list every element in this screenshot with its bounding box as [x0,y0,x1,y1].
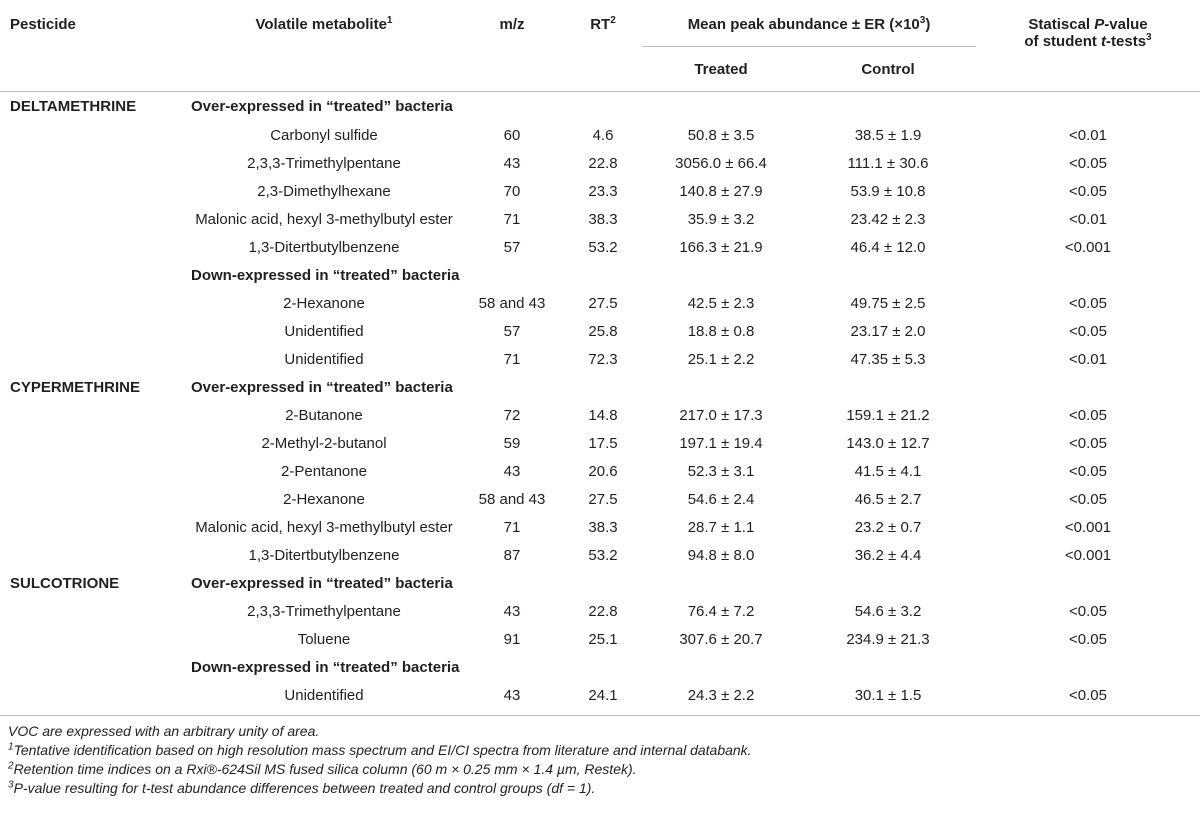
empty-cell [0,345,188,373]
empty-cell [0,681,188,709]
control-cell: 30.1 ± 1.5 [854,686,922,704]
control-cell: 23.17 ± 2.0 [850,322,926,340]
table-row [0,541,1200,569]
table-row [0,597,1200,625]
footnote-marker: 1 [8,741,14,753]
header-control: Control [861,60,915,78]
treated-cell: 25.1 ± 2.2 [687,350,755,368]
metabolite-cell: 2-Methyl-2-butanol [261,434,387,452]
table-row [0,485,1200,513]
empty-cell [0,289,188,317]
footnote-text: P-value resulting for t-test abundance differences between treated and control groups (df = 1). [13,780,596,796]
section-row [0,569,1200,597]
metabolite-cell: Unidentified [284,322,364,340]
rt-cell: 27.5 [588,294,618,312]
mz-cell: 91 [503,630,521,648]
pvalue-cell: <0.001 [1064,518,1112,536]
mz-cell: 43 [503,154,521,172]
treated-cell: 76.4 ± 7.2 [687,602,755,620]
treated-cell: 166.3 ± 21.9 [679,238,763,256]
table-row [0,289,1200,317]
control-cell: 41.5 ± 4.1 [854,462,922,480]
control-cell: 38.5 ± 1.9 [854,126,922,144]
table-row [0,177,1200,205]
table-row [0,205,1200,233]
metabolite-cell: 2-Butanone [285,406,363,424]
empty-cell [0,597,188,625]
empty-cell [0,541,188,569]
pvalue-cell: <0.05 [1069,182,1107,200]
rt-cell: 25.8 [588,322,618,340]
footnote [8,779,1200,798]
metabolite-cell: 2-Pentanone [281,462,367,480]
header-pvalue: Statiscal P-value of student t-tests$^3$ [1024,16,1152,50]
rt-cell: 25.1 [588,630,618,648]
control-cell: 23.2 ± 0.7 [854,518,922,536]
pvalue-cell: <0.05 [1069,602,1107,620]
mz-cell: 71 [503,518,521,536]
treated-cell: 307.6 ± 20.7 [679,630,763,648]
table-row [0,233,1200,261]
mz-cell: 71 [503,350,521,368]
metabolite-cell: Toluene [297,630,351,648]
mz-cell: 71 [503,210,521,228]
pesticide-name: CYPERMETHRINE [10,378,141,396]
pvalue-cell: <0.05 [1069,630,1107,648]
empty-cell [0,625,188,653]
section-label: Over-expressed in “treated” bacteria [191,98,453,115]
rt-cell: 23.3 [588,182,618,200]
mz-cell: 43 [503,686,521,704]
table-row [0,457,1200,485]
control-cell: 36.2 ± 4.4 [854,546,922,564]
table-footnotes [0,716,1200,798]
mz-cell: 70 [503,182,521,200]
control-cell: 46.4 ± 12.0 [850,238,926,256]
mz-cell: 58 and 43 [478,490,546,508]
empty-cell [0,205,188,233]
pvalue-cell: <0.01 [1069,350,1107,368]
rt-cell: 38.3 [588,518,618,536]
pvalue-cell: <0.05 [1069,462,1107,480]
mz-cell: 60 [503,126,521,144]
empty-cell [0,233,188,261]
metabolite-cell: 2-Hexanone [283,490,365,508]
pvalue-cell: <0.05 [1069,294,1107,312]
pesticide-name [0,653,188,681]
footnote-text: Retention time indices on a Rxi®-624Sil MS fused silica column (60 m × 0.25 mm × 1.4 µm, Restek). [13,761,637,777]
mz-cell: 57 [503,322,521,340]
control-cell: 23.42 ± 2.3 [850,210,926,228]
footnote-text: VOC are expressed with an arbitrary unity of area. [8,723,320,739]
section-label: Over-expressed in “treated” bacteria [191,574,453,592]
metabolite-cell: Malonic acid, hexyl 3-methylbutyl ester [195,210,453,228]
empty-cell [0,121,188,149]
pvalue-cell: <0.05 [1069,322,1107,340]
control-cell: 47.35 ± 5.3 [850,350,926,368]
treated-cell: 3056.0 ± 66.4 [675,154,767,172]
table-row [0,429,1200,457]
rt-cell: 38.3 [588,210,618,228]
control-cell: 53.9 ± 10.8 [850,182,926,200]
empty-cell [0,401,188,429]
metabolite-cell: 1,3-Ditertbutylbenzene [248,238,400,256]
table-row [0,625,1200,653]
treated-cell: 35.9 ± 3.2 [687,210,755,228]
mz-cell: 72 [503,406,521,424]
treated-cell: 140.8 ± 27.9 [679,182,763,200]
metabolite-cell: Malonic acid, hexyl 3-methylbutyl ester [195,518,453,536]
header-abundance: Mean peak abundance ± ER $(\times 10^3)$ [642,0,976,47]
section-row [0,261,1200,289]
control-cell: 54.6 ± 3.2 [854,602,922,620]
empty-cell [0,317,188,345]
control-cell: 111.1 ± 30.6 [847,154,929,172]
empty-cell [0,429,188,457]
header-mz: m/z [499,16,525,33]
pvalue-cell: <0.001 [1064,546,1112,564]
treated-cell: 94.8 ± 8.0 [687,546,755,564]
pesticide-name [0,261,188,289]
metabolite-cell: Carbonyl sulfide [270,126,378,144]
rt-cell: 4.6 [592,126,614,144]
section-label: Down-expressed in “treated” bacteria [191,658,460,676]
treated-cell: 52.3 ± 3.1 [687,462,755,480]
empty-cell [0,149,188,177]
footnote [8,741,1200,760]
metabolite-cell: Unidentified [284,686,364,704]
pesticide-name: DELTAMETHRINE [10,98,137,115]
control-cell: 143.0 ± 12.7 [846,434,930,452]
pvalue-cell: <0.05 [1069,434,1107,452]
table-body [0,92,1200,710]
mz-cell: 58 and 43 [478,294,546,312]
footnote-text: Tentative identification based on high resolution mass spectrum and EI/CI spectra from literature and internal databank. [13,742,752,758]
treated-cell: 54.6 ± 2.4 [687,490,755,508]
table-row [0,345,1200,373]
empty-cell [0,485,188,513]
footnote-marker: 2 [8,760,14,772]
metabolite-cell: 2,3,3-Trimethylpentane [247,154,401,172]
empty-cell [0,513,188,541]
pvalue-cell: <0.01 [1069,210,1107,228]
empty-cell [0,177,188,205]
table-row [0,401,1200,429]
table-row [0,149,1200,177]
treated-cell: 24.3 ± 2.2 [687,686,755,704]
pesticide-name: SULCOTRIONE [10,574,120,592]
pvalue-cell: <0.05 [1069,154,1107,172]
section-label: Over-expressed in “treated” bacteria [191,378,453,396]
mz-cell: 43 [503,602,521,620]
treated-cell: 217.0 ± 17.3 [679,406,763,424]
table-row [0,317,1200,345]
rt-cell: 17.5 [588,434,618,452]
section-row [0,653,1200,681]
metabolite-cell: Unidentified [284,350,364,368]
metabolite-cell: 1,3-Ditertbutylbenzene [248,546,400,564]
metabolite-cell: 2,3,3-Trimethylpentane [247,602,401,620]
table-row [0,121,1200,149]
rt-cell: 22.8 [588,154,618,172]
rt-cell: 53.2 [588,238,618,256]
treated-cell: 42.5 ± 2.3 [687,294,755,312]
rt-cell: 20.6 [588,462,618,480]
table-row [0,681,1200,709]
pvalue-cell: <0.05 [1069,406,1107,424]
table-header [0,0,1200,92]
pvalue-cell: <0.001 [1064,238,1112,256]
section-label: Down-expressed in “treated” bacteria [191,266,460,284]
header-metabolite: Volatile metabolite$^1$ [255,15,393,33]
footnote-marker: 3 [8,779,14,791]
header-rt: $RT^2$ [590,15,616,33]
treated-cell: 50.8 ± 3.5 [687,126,755,144]
header-treated: Treated [694,60,748,78]
rt-cell: 27.5 [588,490,618,508]
control-cell: 46.5 ± 2.7 [854,490,922,508]
mz-cell: 59 [503,434,521,452]
control-cell: 234.9 ± 21.3 [846,630,930,648]
section-row [0,373,1200,401]
rt-cell: 22.8 [588,602,618,620]
header-pesticide: Pesticide [10,16,76,33]
footnote [8,760,1200,779]
metabolite-cell: 2,3-Dimethylhexane [257,182,391,200]
rt-cell: 53.2 [588,546,618,564]
rt-cell: 72.3 [588,350,618,368]
rt-cell: 14.8 [588,406,618,424]
control-cell: 159.1 ± 21.2 [846,406,930,424]
rt-cell: 24.1 [588,686,618,704]
section-row [0,92,1200,122]
treated-cell: 197.1 ± 19.4 [679,434,763,452]
footnote [8,722,1200,741]
mz-cell: 87 [503,546,521,564]
mz-cell: 57 [503,238,521,256]
metabolite-cell: 2-Hexanone [283,294,365,312]
control-cell: 49.75 ± 2.5 [850,294,926,312]
pvalue-cell: <0.01 [1069,126,1107,144]
pvalue-cell: <0.05 [1069,490,1107,508]
mz-cell: 43 [503,462,521,480]
treated-cell: 28.7 ± 1.1 [687,518,755,536]
pvalue-cell: <0.05 [1069,686,1107,704]
table-row [0,513,1200,541]
empty-cell [0,457,188,485]
treated-cell: 18.8 ± 0.8 [687,322,755,340]
